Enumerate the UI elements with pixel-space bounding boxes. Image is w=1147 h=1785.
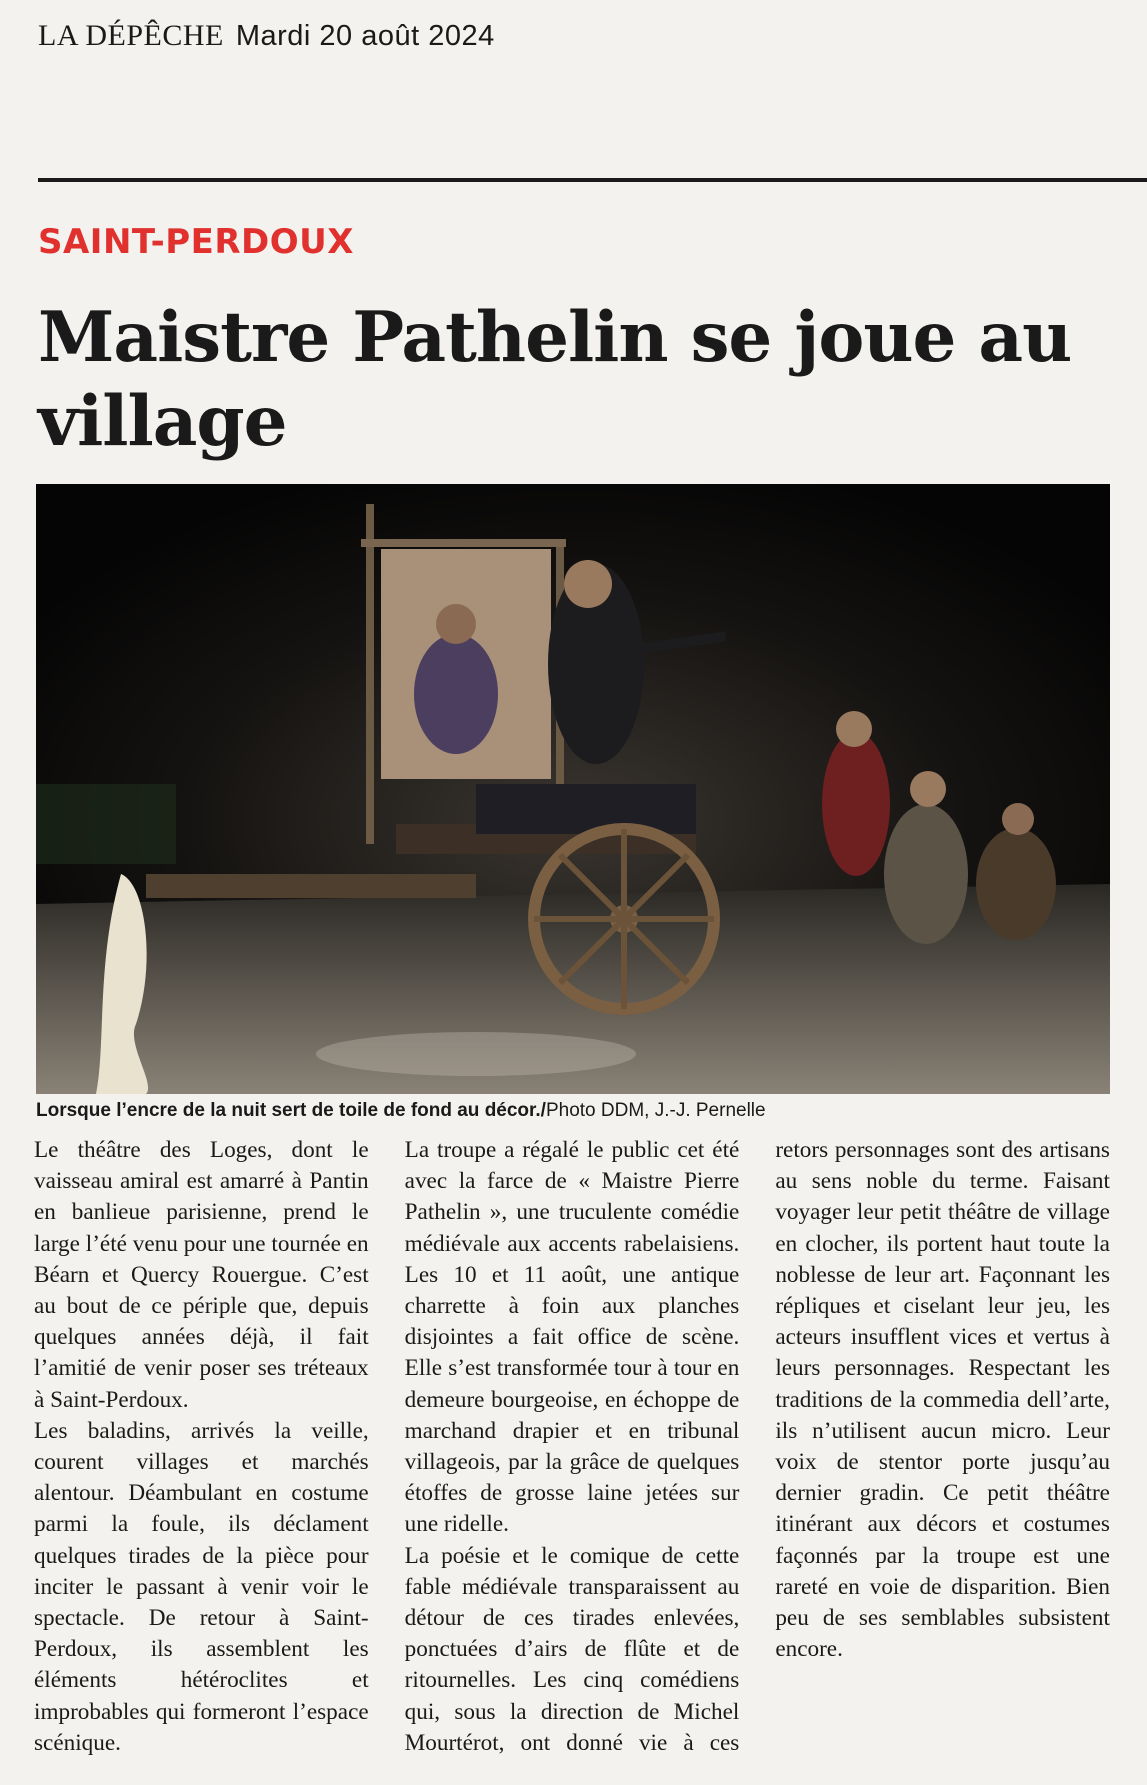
article-paragraph: Le théâtre des Loges, dont le vaisseau amiral est amarré à Pantin en banlieue parisienne, prend le large l’été venu pour une tournée en Béarn et Quercy Rouergue. C’est au bout de ce périple que, depuis quelques années déjà, il fait l’amitié de venir poser ses tréteaux à Saint-Perdoux. xyxy=(34,1137,369,1413)
article-paragraph: La poésie et le comique de cette fable médiévale transparaissent au détour de ces tirades enlevées, ponctuées d’airs de flûte et de ritournelles. Les cinq comédiens qui, sous la direction de Michel Mourtérot, ont donné vie à ces retors personnages sont des artisans au sens noble du terme. Faisant voyager leur petit théâtre de village en clocher, ils portent haut toute la noblesse de leur art. Façonnant les répliques et ciselant leur jeu, les acteurs insufflent vices et vertus à leurs personnages. Respectant les traditions de la commedia dell’arte, ils n’utilisent aucun micro. Leur voix de stentor porte jusqu’au dernier gradin. Ce petit théâtre itinérant aux décors et costumes façonnés par la troupe est une rareté en voie de disparition. Bien peu de ses semblables subsistent encore. xyxy=(404,1137,1110,1756)
photo-credit: Photo DDM, J.-J. Pernelle xyxy=(545,1100,766,1121)
header-rule xyxy=(38,178,1147,182)
issue-date: Mardi 20 août 2024 xyxy=(235,20,495,52)
caption-text: Lorsque l’encre de la nuit sert de toile de fond au décor./ xyxy=(36,1100,546,1121)
article-paragraph: Les baladins, arrivés la veille, courent villages et marchés alentour. Déambulant en costume parmi la foule, ils déclament quelques tirades de la pièce pour inciter le passant à venir voir le spectacle. De retour à Saint-Perdoux, ils assemblent les éléments hétéroclites et improbables qui formeront l’espace scénique. xyxy=(34,1417,369,1756)
article-headline: Maistre Pathelin se joue au village xyxy=(38,297,1072,462)
article-paragraph: La troupe a régalé le public cet été avec la farce de « Maistre Pierre Pathelin », une truculente comédie médiévale aux accents rabelaisiens. Les 10 et 11 août, une antique charrette à foin aux planches disjointes a fait office de scène. Elle s’est transformée tour à tour en demeure bourgeoise, en échoppe de marchand drapier et en tribunal villageois, par la grâce de quelques étoffes de grosse laine jetées sur une ridelle. xyxy=(404,1137,740,1538)
article-body xyxy=(34,1135,1110,1775)
photo-caption xyxy=(36,1100,1116,1122)
theatre-scene-illustration xyxy=(36,484,1110,1094)
section-rubric: SAINT-PERDOUX xyxy=(38,222,354,262)
newspaper-name: LA DÉPÊCHE xyxy=(38,19,224,52)
page-header xyxy=(38,18,495,53)
article-photo xyxy=(36,484,1110,1094)
